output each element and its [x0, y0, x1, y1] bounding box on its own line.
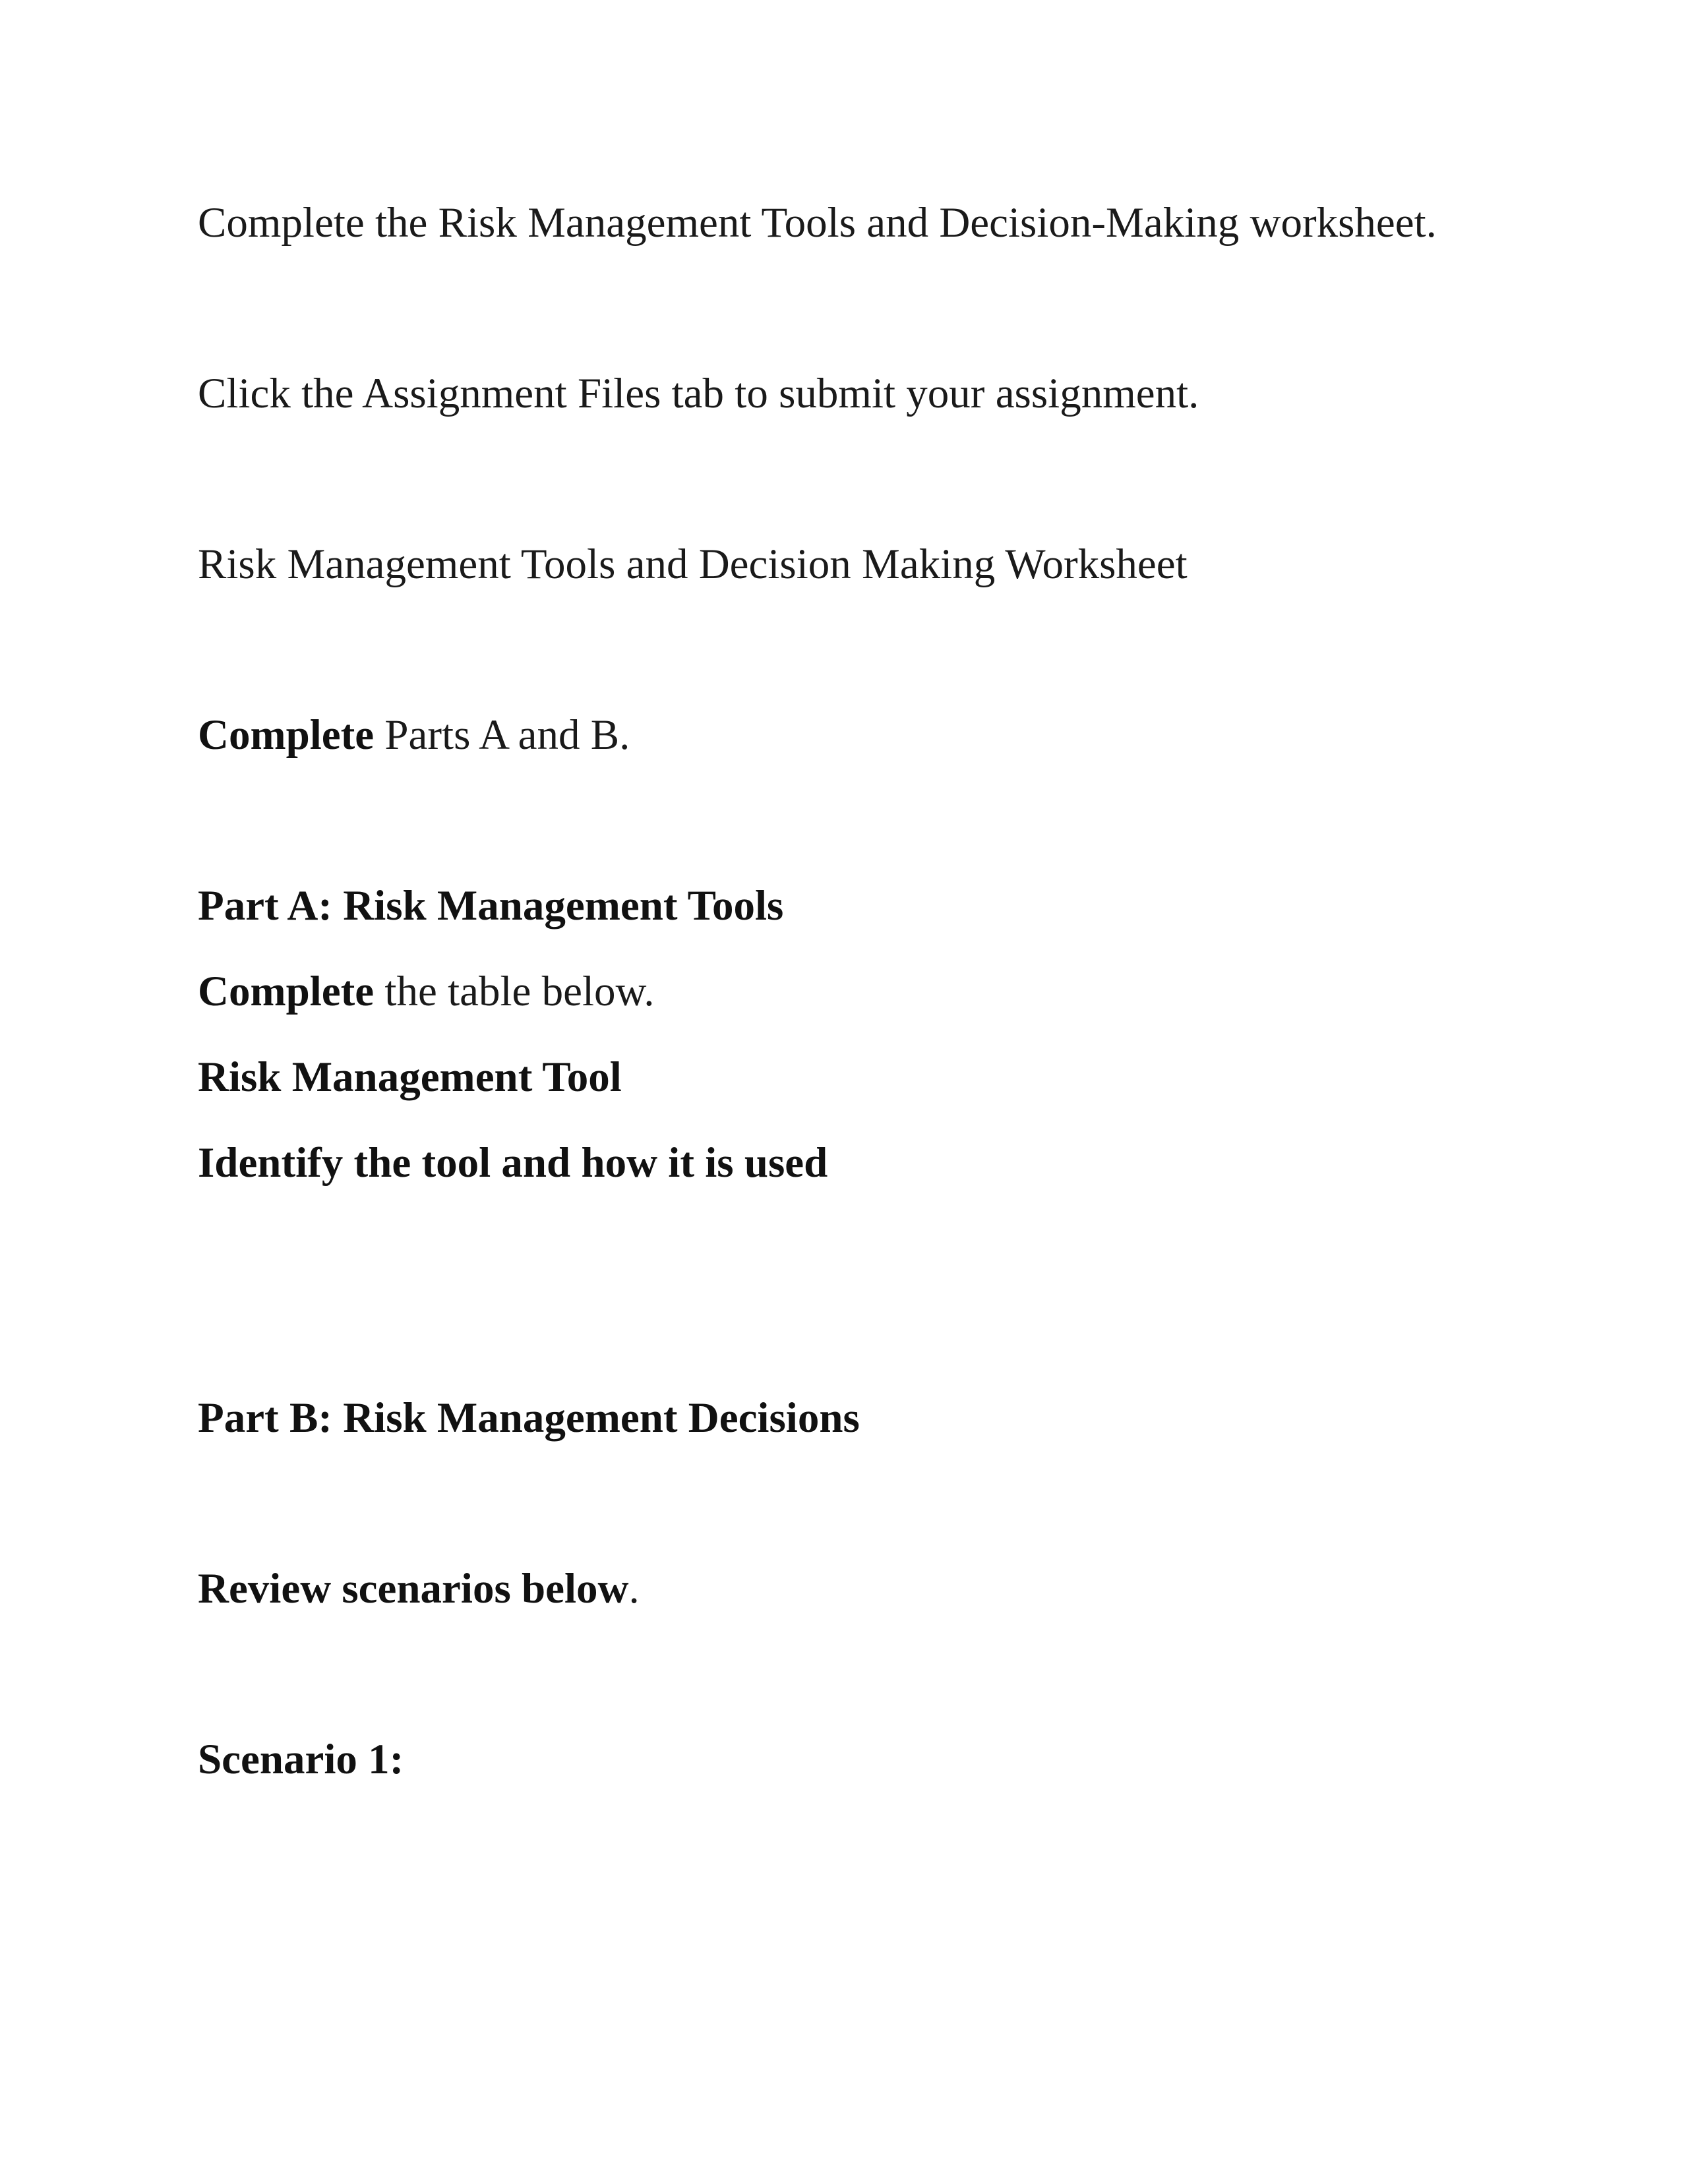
- part-a-heading: Part A: Risk Management Tools: [198, 882, 784, 930]
- part-a-instruction-rest: the table below.: [374, 968, 655, 1015]
- submit-note: Click the Assignment Files tab to submit your assignment.: [198, 370, 1199, 417]
- complete-parts-rest: Parts A and B.: [374, 711, 630, 759]
- review-scenarios-line: [198, 1562, 640, 1615]
- part-a-instruction: [198, 965, 655, 1018]
- complete-parts-bold: Complete: [198, 711, 375, 759]
- part-a-instruction-bold: Complete: [198, 968, 375, 1015]
- scenario-1-heading: Scenario 1:: [198, 1736, 404, 1783]
- complete-parts-line: [198, 709, 630, 761]
- table-header-tool: Risk Management Tool: [198, 1053, 622, 1101]
- part-b-heading: Part B: Risk Management Decisions: [198, 1394, 860, 1442]
- review-scenarios-rest: .: [628, 1565, 640, 1612]
- worksheet-title: Risk Management Tools and Decision Making Worksheet: [198, 541, 1188, 588]
- review-scenarios-bold: Review scenarios below: [198, 1565, 629, 1612]
- intro-instruction: Complete the Risk Management Tools and Decision-Making worksheet.: [198, 199, 1437, 247]
- table-header-identify: Identify the tool and how it is used: [198, 1139, 828, 1187]
